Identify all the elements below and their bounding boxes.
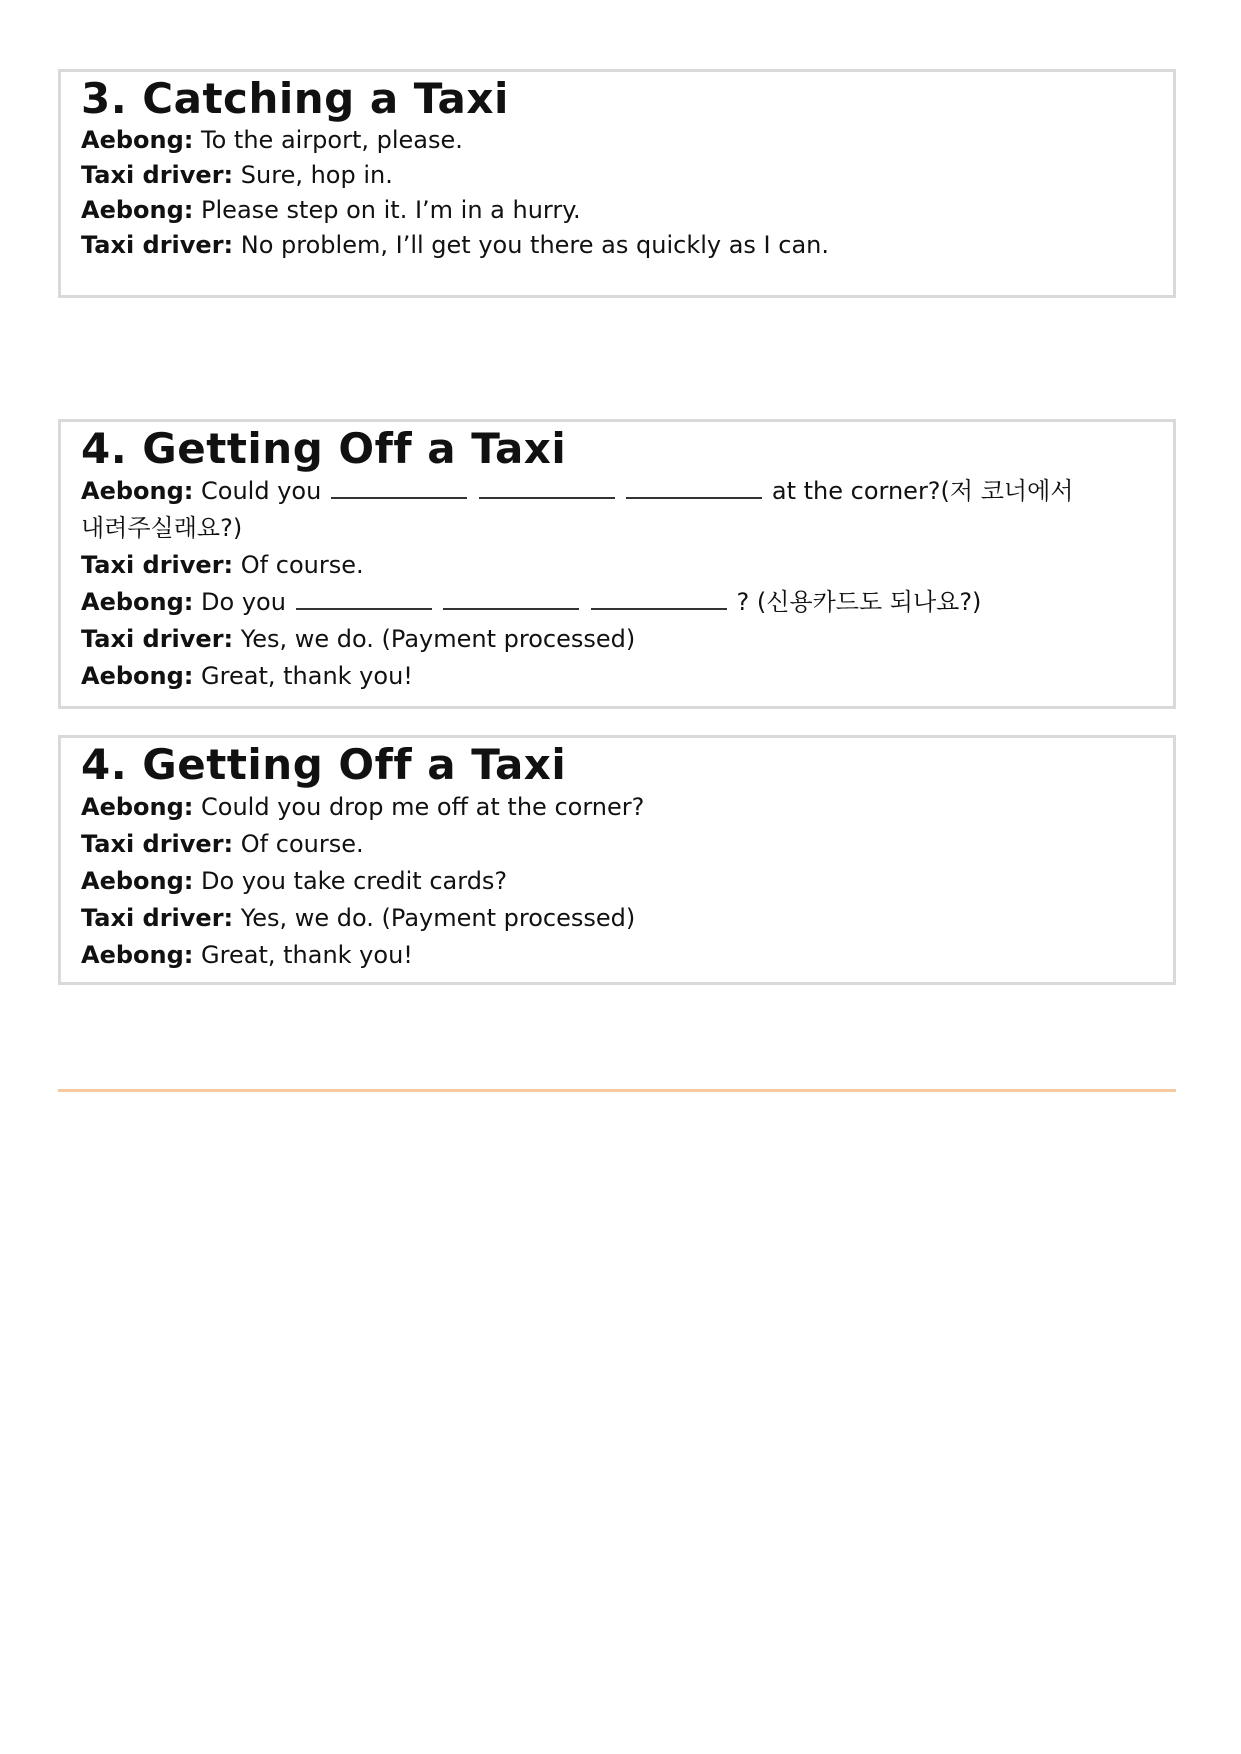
speaker-label: Aebong: — [81, 126, 194, 154]
section-title: 3. Catching a Taxi — [81, 74, 509, 123]
speaker-label: Taxi driver: — [81, 551, 234, 579]
dialogue-text: Could you — [201, 477, 322, 505]
dialogue-text: at the corner?(저 코너에서 내려주실래요?) — [81, 477, 1074, 542]
dialogue-line — [81, 158, 1153, 193]
answer-blank[interactable] — [479, 477, 615, 499]
answer-blank[interactable] — [296, 588, 432, 610]
dialogue-line — [81, 937, 1153, 974]
page-divider — [58, 1089, 1176, 1092]
dialogue-line — [81, 123, 1153, 158]
dialogue-text: Of course. — [240, 830, 364, 858]
dialogue-text: Great, thank you! — [201, 941, 413, 969]
section-getting-off-exercise — [58, 419, 1176, 709]
dialogue-text: Could you drop me off at the corner? — [201, 793, 645, 821]
speaker-label: Aebong: — [81, 477, 194, 505]
speaker-label: Taxi driver: — [81, 161, 234, 189]
dialogue-text: Yes, we do. (Payment processed) — [240, 625, 636, 653]
speaker-label: Aebong: — [81, 588, 194, 616]
dialogue-text: Yes, we do. (Payment processed) — [240, 904, 636, 932]
speaker-label: Taxi driver: — [81, 830, 234, 858]
dialogue-line — [81, 621, 1153, 658]
dialogue-line — [81, 826, 1153, 863]
dialogue-text: Please step on it. I’m in a hurry. — [201, 196, 581, 224]
dialogue-line — [81, 658, 1153, 695]
section-title: 4. Getting Off a Taxi — [81, 424, 567, 473]
dialogue-line — [81, 473, 1101, 547]
dialogue-text: Do you take credit cards? — [201, 867, 508, 895]
section-title: 4. Getting Off a Taxi — [81, 740, 567, 789]
speaker-label: Aebong: — [81, 941, 194, 969]
dialogue-line — [81, 789, 1153, 826]
speaker-label: Aebong: — [81, 196, 194, 224]
dialogue-text: Of course. — [240, 551, 364, 579]
dialogue-text: ? (신용카드도 되나요?) — [736, 588, 982, 616]
speaker-label: Taxi driver: — [81, 904, 234, 932]
dialogue-line — [81, 193, 1153, 228]
dialogue-text: Sure, hop in. — [240, 161, 393, 189]
section-getting-off-answers — [58, 735, 1176, 985]
dialogue-text: Great, thank you! — [201, 662, 413, 690]
speaker-label: Aebong: — [81, 793, 194, 821]
dialogue-line — [81, 228, 1153, 263]
answer-blank[interactable] — [443, 588, 579, 610]
answer-blank[interactable] — [331, 477, 467, 499]
dialogue-text: Do you — [201, 588, 286, 616]
dialogue-text: No problem, I’ll get you there as quickly as I can. — [240, 231, 830, 259]
speaker-label: Taxi driver: — [81, 625, 234, 653]
dialogue-line — [81, 584, 1153, 621]
dialogue-text: To the airport, please. — [201, 126, 463, 154]
dialogue-line — [81, 900, 1153, 937]
dialogue-line — [81, 547, 1153, 584]
speaker-label: Aebong: — [81, 867, 194, 895]
answer-blank[interactable] — [591, 588, 727, 610]
dialogue-line — [81, 863, 1153, 900]
section-catching-taxi — [58, 69, 1176, 298]
answer-blank[interactable] — [626, 477, 762, 499]
speaker-label: Aebong: — [81, 662, 194, 690]
speaker-label: Taxi driver: — [81, 231, 234, 259]
